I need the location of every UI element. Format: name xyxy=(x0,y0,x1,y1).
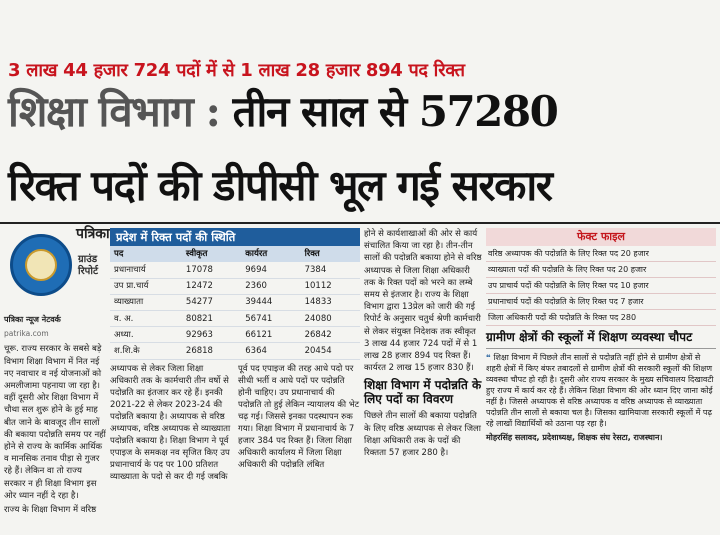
col-header: स्वीकृत xyxy=(182,246,241,262)
table-row: अध्या. 92963 66121 26842 xyxy=(110,327,360,343)
vacancy-table xyxy=(110,246,360,359)
list-item: प्रधानाचार्य पदों की पदोन्नति के लिए रिक्त पद 7 हजार xyxy=(486,294,716,310)
rural-heading: ग्रामीण क्षेत्रों की स्कूलों में शिक्षण व्यवस्था चौपट xyxy=(486,330,693,345)
headline-years: तीन साल से 57280 xyxy=(232,87,558,136)
c3-body1: होने से कार्यशाखाओं की ओर से कार्य संचालित किया जा रहा है। तीन-तीन सालों की पदोन्नति बकाया होने से वरिष्ठ अध्यापक से जिला शिक्षा अधिकारी तक के रिक्त पदों को भरने का लम्बे समय से इंतजार है। राज्य के शिक्षा विभाग द्वारा 13प्रेल को जारी की गई रिपोर्ट के अनुसार चतुर्थ श्रेणी कार्मचारी से लेकर संयुक्त निदेशक तक स्वीकृत 3 लाख 44 हजार 724 पदों में से 1 लाख 28 हजार 894 पद रिक्त हैं। कार्यरत 2 लाख 15 हजार 830 हैं। xyxy=(364,229,482,374)
byline: मोहरसिंह सलावद, प्रदेशाध्यक्ष, शिक्षक संघ रेसटा, राजस्थान। xyxy=(486,433,663,443)
fact-file-title: फेक्ट फाइल xyxy=(486,228,716,246)
table-row: उप प्रा.चार्य 12472 2360 10112 xyxy=(110,278,360,294)
divider xyxy=(0,222,720,224)
table-row: प्रधानाचार्य 17078 9694 7384 xyxy=(110,262,360,278)
rural-body: शिक्षा विभाग में पिछले तीन सालों से पदोन्नति नहीं होने से ग्रामीण क्षेत्रों से शहरी क्षेत्रों में किए बंफर तबादलों से ग्रामीण क्षेत्रों की सरकारी स्कूलों की शिक्षण व्यवस्था चौपट हो रही है। दूसरी ओर राज्य सरकार के मुख्य सचिवालय दिखावटी हुए राज्य में कार्य कर रहे हैं। लेकिन शिक्षा विभाग की ओर ध्यान दिए जाना कोई नहीं है। जिससे अध्यापक से वरिष्ठ अध्यापक व वरिष्ठ अध्यापक से व्याख्याता पदोन्नति तीन सालों से बकाया चल है। जिसका खामियाजा सरकारी स्कूलों में पढ़ रहे लाखों विद्यार्थियों को उठाना पड़ रहा है। xyxy=(486,353,714,429)
report-line2: रिपोर्ट xyxy=(78,266,98,277)
quote-mark-icon: ❝ xyxy=(486,353,494,363)
mid-column xyxy=(110,228,360,528)
headline-dept: शिक्षा विभाग : xyxy=(8,87,233,136)
kicker: 3 लाख 44 हजार 724 पदों में से 1 लाख 28 हजार 894 पद रिक्त xyxy=(8,60,465,81)
table-title: प्रदेश में रिक्त पदों की स्थिति xyxy=(110,228,360,246)
fact-file-list xyxy=(486,246,716,326)
table-header-row xyxy=(110,246,360,262)
site-credit: patrika.com xyxy=(4,329,49,339)
column-three xyxy=(364,228,482,528)
report-line1: ग्राउंड xyxy=(78,254,98,265)
c3-subheading: शिक्षा विभाग में पदोन्नति के लिए पदों का विवरण xyxy=(364,378,482,407)
right-column xyxy=(486,228,716,528)
left-tail: राज्य के शिक्षा विभाग में वरिष्ठ xyxy=(4,505,97,516)
left-body: चूरू. राज्य सरकार के सबसे बड़े विभाग शिक्षा विभाग में नित नई नए नवाचार व नई योजनाओं को अमलीजामा पहनाया जा रहा है। वहीं दूसरी ओर शिक्षा विभाग में चौथा सल शुरू होने के हुई माह बीत जाने के बावजूद तीन सालों की बकाया पदोन्नति समय पर नहीं होने से राज्य के कार्मिक आर्थिक व मानसिक तनाव पीड़ा से गुजर रहे हैं। लेकिन वा तो राज्य सरकार न ही शिक्षा विभाग इस ओर ध्यान नहीं दे रहा है। xyxy=(4,344,106,501)
headline-line2: रिक्त पदों की डीपीसी भूल गई सरकार xyxy=(8,161,552,210)
list-item: वरिष्ठ अध्यापक की पदोन्नति के लिए रिक्त पद 20 हजार xyxy=(486,246,716,262)
table-row: व. अ. 80821 56741 24080 xyxy=(110,311,360,327)
col-header: कार्यरत xyxy=(241,246,300,262)
list-item: उप प्राचार्य पदों की पदोन्नति के लिए रिक्त पद 10 हजार xyxy=(486,278,716,294)
headline-line1 xyxy=(8,88,557,136)
table-row: व्याख्याता 54277 39444 14833 xyxy=(110,294,360,310)
left-column xyxy=(4,226,110,528)
ground-report-label xyxy=(78,254,98,278)
col-header: रिक्त xyxy=(301,246,360,262)
rural-quote xyxy=(486,348,716,443)
list-item: जिला अधिकारी पदों की पदोन्नति के रिक्त पद 280 xyxy=(486,310,716,326)
table-row: श.शि.के 26818 6364 20454 xyxy=(110,343,360,359)
network-credit: पत्रिका न्यूज नेटवर्क xyxy=(4,315,61,324)
list-item: व्याख्याता पदों की पदोन्नति के लिए रिक्त पद 20 हजार xyxy=(486,262,716,278)
col-header: पद xyxy=(110,246,182,262)
c3-body2: पिछले तीन सालों की बकाया पदोन्नति के लिए वरिष्ठ अध्यापक से लेकर जिला शिक्षा अधिकारी तक के पदों की रिक्तता 57 हजार 280 है। xyxy=(364,411,481,459)
brand-name: पत्रिका xyxy=(76,226,110,242)
mid-body: अध्यापक से लेकर जिला शिक्षा अधिकारी तक के कार्मचारी तीन वर्षो से पदोन्नति का इंतजार कर रहे हैं। इनकी 2021-22 से लेकर 2023-24 की पदोन्नति बकाया है। अध्यापक से वरिष्ठ अध्यापक, वरिष्ठ अध्यापक से व्याख्याता पदोन्नति बकाया है। शिक्षा विभाग ने पूर्व एपाइज के समकक्ष नव सृजित किए उप प्रधानाचार्य के पद पर 100 प्रतिशत व्याख्याता के पदो से कर दी गई जबकि पूर्व पद एपाइज की तरह आधे पदो पर सीधी भर्ती व आधे पदों पर पदोन्नति होनी चाहिए। उप प्रधानाचार्य की पदोन्नति तो हुई लेकिन न्यायालय की भेट चढ़ गई। जिससे इनका पदस्थापन रुक गया। शिक्षा विभाग में प्रधानाचार्य के 7 हजार 384 पद रिक्त हैं। जिला शिक्षा अधिकारी कार्यालय में जिला शिक्षा अधिकारी की पदोन्नति लंबित xyxy=(110,363,360,482)
department-seal-icon xyxy=(10,234,72,296)
ground-report-badge xyxy=(4,226,110,314)
